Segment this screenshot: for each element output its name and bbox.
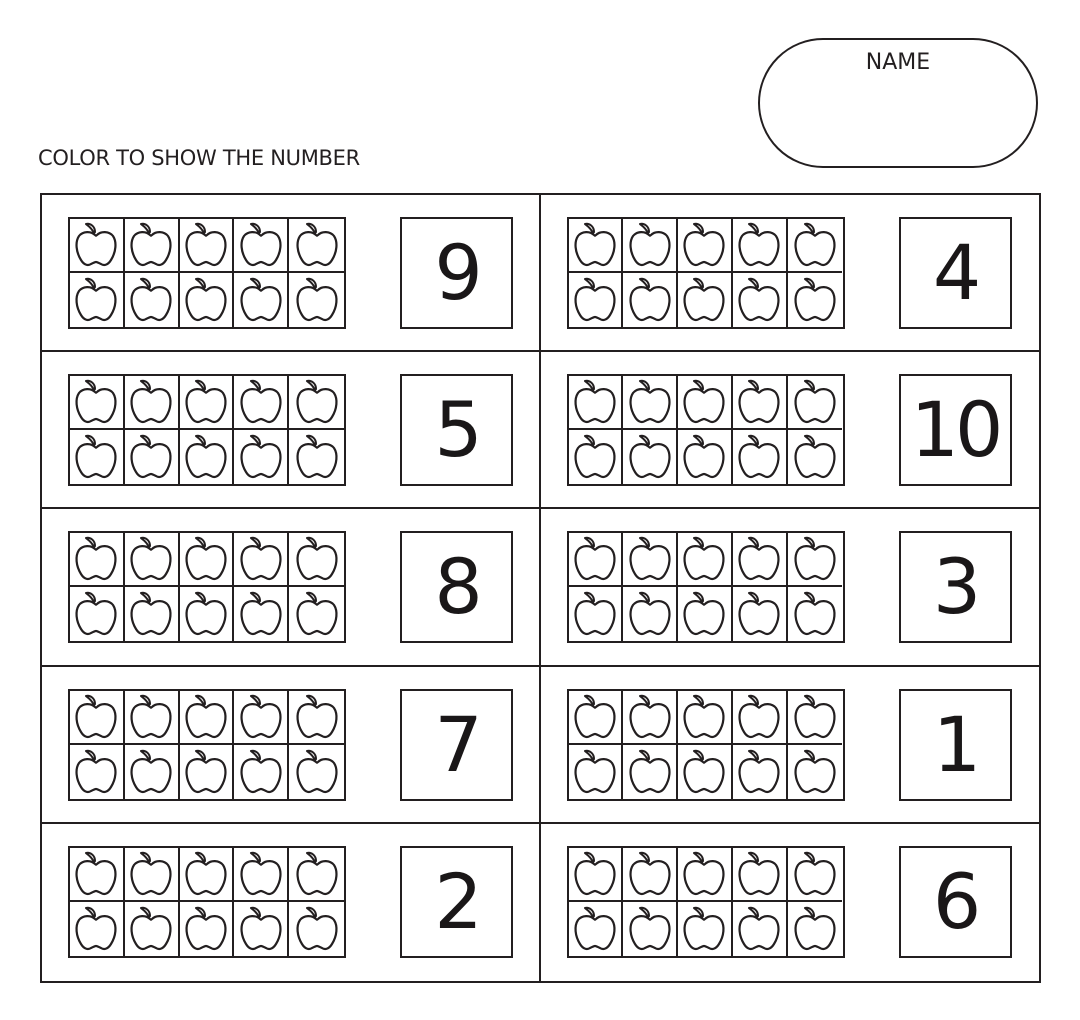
apple-icon [737,221,781,269]
apple-slot[interactable] [70,848,125,902]
apple-icon [737,905,781,953]
apple-icon [184,535,228,583]
apple-icon [295,276,339,324]
apple-slot[interactable] [733,430,788,484]
apple-icon [239,850,283,898]
apple-icon [682,378,726,426]
apple-icon [628,693,672,741]
target-number: 4 [932,228,978,317]
apple-slot[interactable] [180,848,235,902]
apple-icon [129,693,173,741]
apple-icon [239,378,283,426]
ten-frame [567,374,845,486]
ten-frame [567,217,845,329]
target-number: 1 [932,699,978,789]
apple-icon [295,433,339,481]
apple-icon [628,535,672,583]
apple-slot[interactable] [623,376,678,430]
apple-icon [628,378,672,426]
apple-slot[interactable] [678,848,733,902]
apple-icon [129,905,173,953]
number-box [899,531,1012,643]
apple-icon [129,535,173,583]
target-number: 5 [434,385,479,475]
apple-slot[interactable] [70,902,125,956]
apple-icon [628,433,672,481]
apple-icon [737,590,781,638]
apple-icon [74,850,118,898]
apple-icon [793,748,837,796]
apple-slot[interactable] [788,745,843,799]
apple-icon [74,590,118,638]
apple-icon [628,748,672,796]
apple-slot[interactable] [788,533,843,587]
apple-icon [184,905,228,953]
apple-icon [74,221,118,269]
apple-slot[interactable] [733,376,788,430]
apple-slot[interactable] [788,273,843,327]
apple-slot[interactable] [234,430,289,484]
ten-frame [567,531,845,643]
apple-slot[interactable] [623,745,678,799]
exercise-cell-3-left [42,509,541,666]
apple-icon [793,378,837,426]
apple-icon [793,590,837,638]
name-box[interactable] [758,38,1038,168]
apple-icon [628,221,672,269]
apple-icon [573,748,617,796]
apple-slot[interactable] [623,219,678,273]
apple-slot[interactable] [569,745,624,799]
apple-slot[interactable] [569,430,624,484]
apple-slot[interactable] [289,273,344,327]
ten-frame [68,531,346,643]
apple-slot[interactable] [678,587,733,641]
number-box [899,217,1012,329]
apple-icon [129,276,173,324]
apple-icon [737,378,781,426]
apple-icon [239,590,283,638]
apple-icon [737,276,781,324]
apple-icon [239,905,283,953]
apple-icon [793,433,837,481]
target-number: 3 [932,542,978,632]
exercise-cell-5-right [541,824,1040,981]
ten-frame [68,689,346,801]
apple-slot[interactable] [70,430,125,484]
apple-slot[interactable] [180,219,235,273]
number-box [899,846,1012,958]
apple-slot[interactable] [623,848,678,902]
instruction-text: COLOR TO SHOW THE NUMBER [38,146,360,170]
apple-slot[interactable] [788,587,843,641]
apple-icon [295,748,339,796]
apple-slot[interactable] [234,376,289,430]
ten-frame [68,217,346,329]
number-box [899,689,1012,801]
target-number: 2 [434,856,479,946]
apple-slot[interactable] [788,848,843,902]
apple-slot[interactable] [70,587,125,641]
apple-slot[interactable] [180,273,235,327]
apple-slot[interactable] [180,902,235,956]
apple-icon [737,748,781,796]
apple-slot[interactable] [289,219,344,273]
apple-slot[interactable] [289,691,344,745]
apple-slot[interactable] [180,533,235,587]
apple-slot[interactable] [788,376,843,430]
apple-slot[interactable] [125,273,180,327]
apple-icon [793,905,837,953]
apple-icon [573,590,617,638]
apple-slot[interactable] [788,902,843,956]
apple-icon [295,535,339,583]
target-number: 6 [932,856,978,946]
apple-icon [628,905,672,953]
apple-icon [737,850,781,898]
apple-slot[interactable] [125,533,180,587]
ten-frame [68,846,346,958]
ten-frame [68,374,346,486]
number-box [400,846,513,958]
apple-icon [295,590,339,638]
apple-icon [74,535,118,583]
target-number: 7 [434,699,479,789]
apple-icon [184,378,228,426]
apple-slot[interactable] [289,430,344,484]
apple-icon [74,905,118,953]
apple-slot[interactable] [234,219,289,273]
apple-slot[interactable] [788,219,843,273]
apple-icon [239,276,283,324]
apple-icon [573,693,617,741]
apple-icon [682,276,726,324]
apple-slot[interactable] [733,273,788,327]
target-number: 9 [434,228,479,317]
apple-slot[interactable] [569,376,624,430]
apple-icon [682,221,726,269]
apple-slot[interactable] [678,430,733,484]
apple-icon [184,693,228,741]
apple-slot[interactable] [678,902,733,956]
apple-icon [74,378,118,426]
apple-slot[interactable] [234,691,289,745]
apple-slot[interactable] [678,273,733,327]
apple-icon [682,905,726,953]
exercise-cell-2-left [42,352,541,509]
number-box [400,374,513,486]
apple-icon [129,221,173,269]
apple-slot[interactable] [289,587,344,641]
apple-slot[interactable] [70,533,125,587]
apple-slot[interactable] [180,745,235,799]
apple-slot[interactable] [569,691,624,745]
apple-slot[interactable] [569,273,624,327]
apple-slot[interactable] [733,902,788,956]
apple-icon [628,276,672,324]
ten-frame [567,689,845,801]
exercise-cell-5-left [42,824,541,981]
apple-slot[interactable] [623,533,678,587]
apple-icon [239,221,283,269]
apple-slot[interactable] [569,848,624,902]
apple-slot[interactable] [623,430,678,484]
apple-icon [129,590,173,638]
apple-slot[interactable] [180,691,235,745]
apple-slot[interactable] [678,533,733,587]
apple-icon [295,693,339,741]
apple-slot[interactable] [289,533,344,587]
apple-icon [239,693,283,741]
apple-slot[interactable] [234,745,289,799]
apple-icon [793,221,837,269]
number-box [400,217,513,329]
apple-icon [682,850,726,898]
exercise-cell-1-left [42,195,541,352]
exercise-cell-1-right [541,195,1040,352]
apple-icon [793,693,837,741]
apple-icon [239,433,283,481]
apple-slot[interactable] [70,376,125,430]
apple-slot[interactable] [623,587,678,641]
apple-icon [573,850,617,898]
apple-icon [184,590,228,638]
apple-icon [184,850,228,898]
apple-icon [682,433,726,481]
ten-frame [567,846,845,958]
apple-slot[interactable] [569,902,624,956]
apple-icon [184,748,228,796]
worksheet-grid [40,193,1041,983]
apple-icon [74,748,118,796]
exercise-cell-2-right [541,352,1040,509]
apple-slot[interactable] [623,902,678,956]
apple-icon [573,905,617,953]
apple-icon [682,590,726,638]
apple-slot[interactable] [733,848,788,902]
apple-icon [682,748,726,796]
apple-slot[interactable] [678,745,733,799]
apple-icon [74,276,118,324]
number-box [400,689,513,801]
apple-icon [295,221,339,269]
apple-slot[interactable] [289,745,344,799]
apple-slot[interactable] [733,745,788,799]
apple-slot[interactable] [733,691,788,745]
apple-slot[interactable] [289,848,344,902]
exercise-cell-4-left [42,667,541,824]
apple-icon [74,693,118,741]
number-box [899,374,1012,486]
apple-icon [737,433,781,481]
apple-slot[interactable] [623,273,678,327]
apple-slot[interactable] [234,533,289,587]
apple-icon [129,433,173,481]
apple-icon [295,905,339,953]
apple-icon [295,378,339,426]
apple-slot[interactable] [788,691,843,745]
apple-slot[interactable] [125,430,180,484]
apple-slot[interactable] [289,376,344,430]
apple-slot[interactable] [70,219,125,273]
apple-slot[interactable] [788,430,843,484]
name-label: NAME [865,50,931,75]
apple-icon [793,850,837,898]
apple-icon [682,693,726,741]
apple-icon [573,276,617,324]
apple-icon [129,378,173,426]
target-number: 8 [434,542,479,632]
apple-slot[interactable] [234,587,289,641]
target-number: 10 [910,385,1000,475]
apple-icon [737,535,781,583]
exercise-cell-3-right [541,509,1040,666]
apple-icon [184,276,228,324]
apple-slot[interactable] [569,219,624,273]
apple-icon [129,850,173,898]
exercise-cell-4-right [541,667,1040,824]
apple-icon [793,276,837,324]
apple-slot[interactable] [733,587,788,641]
apple-slot[interactable] [125,691,180,745]
apple-slot[interactable] [70,691,125,745]
apple-icon [682,535,726,583]
apple-icon [295,850,339,898]
apple-slot[interactable] [180,430,235,484]
apple-slot[interactable] [125,745,180,799]
apple-icon [129,748,173,796]
apple-slot[interactable] [125,376,180,430]
apple-icon [628,590,672,638]
apple-icon [573,221,617,269]
apple-icon [239,748,283,796]
apple-icon [793,535,837,583]
apple-icon [573,535,617,583]
apple-slot[interactable] [125,587,180,641]
apple-slot[interactable] [70,273,125,327]
apple-icon [573,378,617,426]
apple-slot[interactable] [569,587,624,641]
apple-slot[interactable] [733,533,788,587]
apple-slot[interactable] [234,273,289,327]
apple-slot[interactable] [234,902,289,956]
apple-slot[interactable] [180,587,235,641]
apple-slot[interactable] [180,376,235,430]
apple-slot[interactable] [733,219,788,273]
apple-slot[interactable] [125,219,180,273]
apple-slot[interactable] [289,902,344,956]
apple-slot[interactable] [678,376,733,430]
apple-slot[interactable] [234,848,289,902]
apple-icon [573,433,617,481]
apple-icon [737,693,781,741]
apple-slot[interactable] [125,848,180,902]
apple-slot[interactable] [678,691,733,745]
number-box [400,531,513,643]
apple-icon [239,535,283,583]
apple-slot[interactable] [70,745,125,799]
apple-icon [184,221,228,269]
apple-slot[interactable] [125,902,180,956]
apple-icon [628,850,672,898]
apple-slot[interactable] [569,533,624,587]
apple-slot[interactable] [623,691,678,745]
apple-icon [74,433,118,481]
apple-slot[interactable] [678,219,733,273]
apple-icon [184,433,228,481]
